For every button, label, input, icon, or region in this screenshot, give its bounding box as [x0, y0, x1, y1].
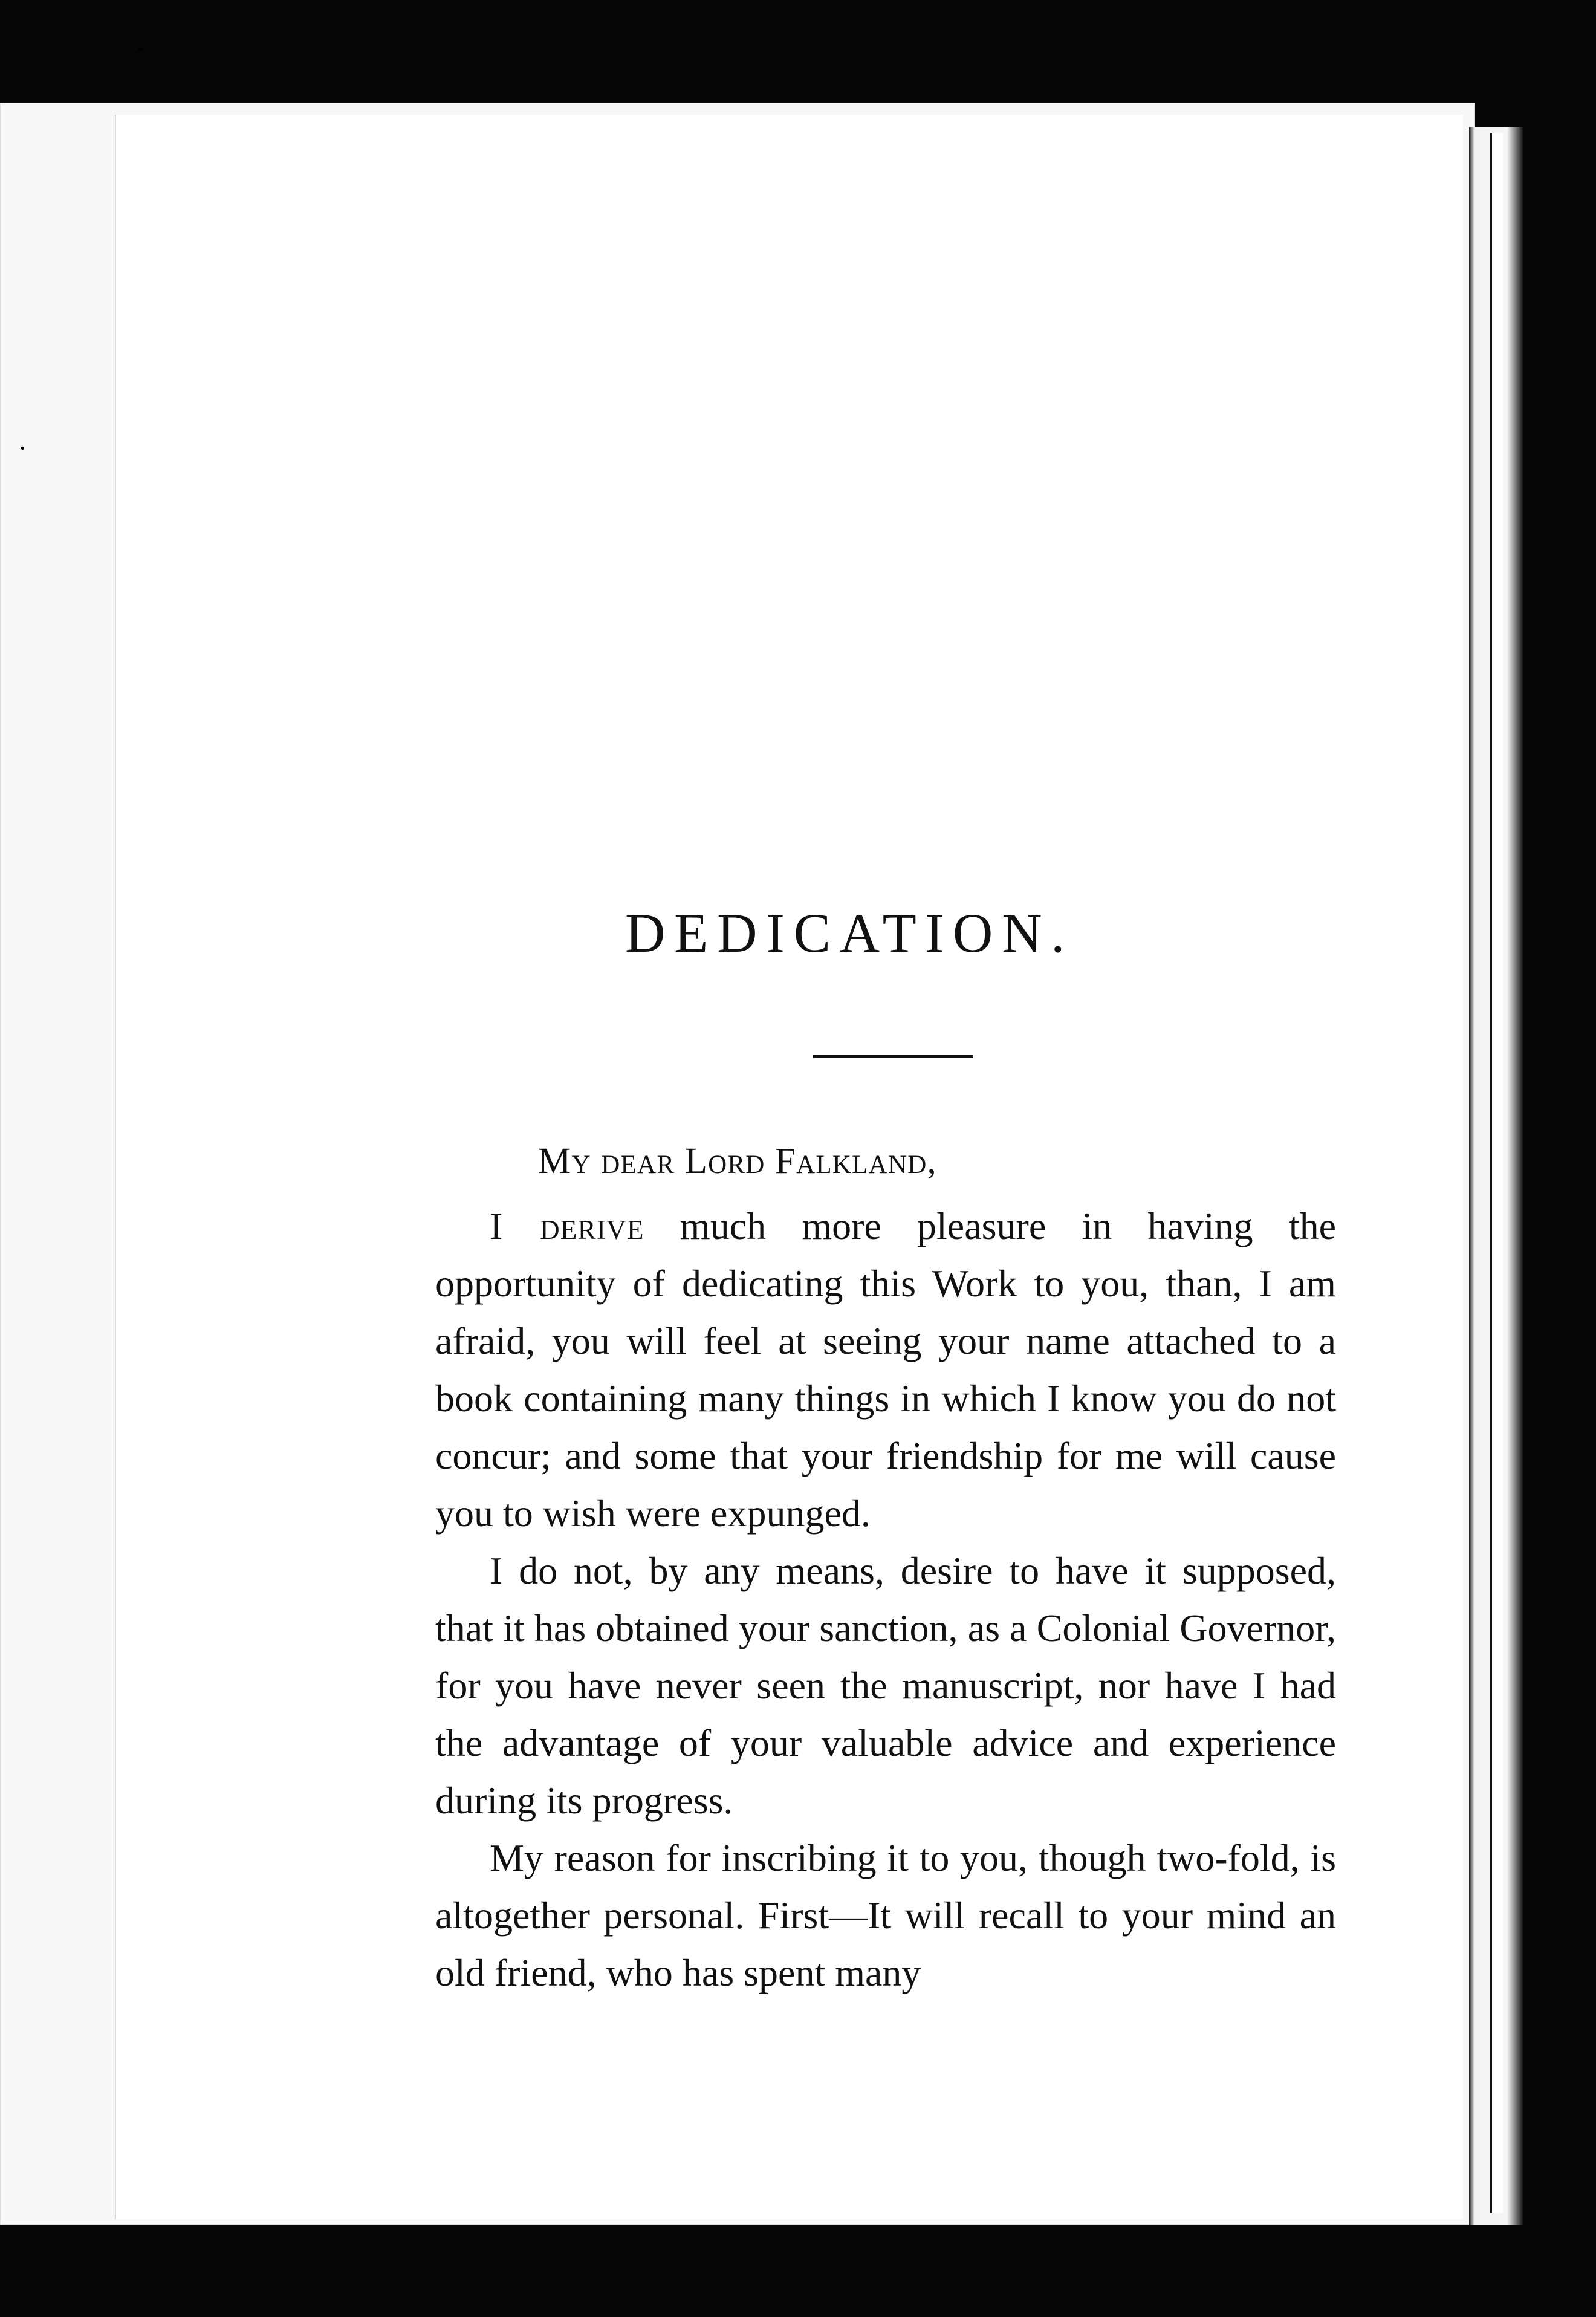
paragraph-1-text: much more pleasure in having the opportunity of dedicating this Work to you, than, I am afraid, you will feel at seeing your name attached to a book containing many things in which I know you do not concur; and some that your friendship for me will cause you to wish were expunged.: [435, 1204, 1337, 1535]
scan-mark: ·: [136, 34, 145, 64]
dedication-paragraph-3: My reason for inscribing it to you, though two-fold, is altogether personal. First—It will recall to your mind an old friend, who has spent many: [435, 1836, 1336, 1994]
dedication-paragraph-2: I do not, by any means, desire to have it supposed, that it has obtained your sanction, as a Colonial Governor, for you have never seen the manuscript, nor have I had the advantage of your valuable advice and experience during its progress.: [435, 1549, 1336, 1822]
page-title: DEDICATION.: [625, 902, 1074, 964]
dropped-phrase: I derive: [490, 1204, 644, 1247]
dedication-page: [18, 34, 1463, 2219]
title-divider: [813, 1055, 973, 1058]
dedication-paragraph-1: [435, 1197, 1336, 1542]
right-page-margin: [1490, 133, 1503, 2213]
dedication-text: [435, 1197, 1336, 2001]
salutation: My dear Lord Falkland,: [538, 1141, 937, 1181]
scan-mark: ·: [18, 434, 27, 463]
